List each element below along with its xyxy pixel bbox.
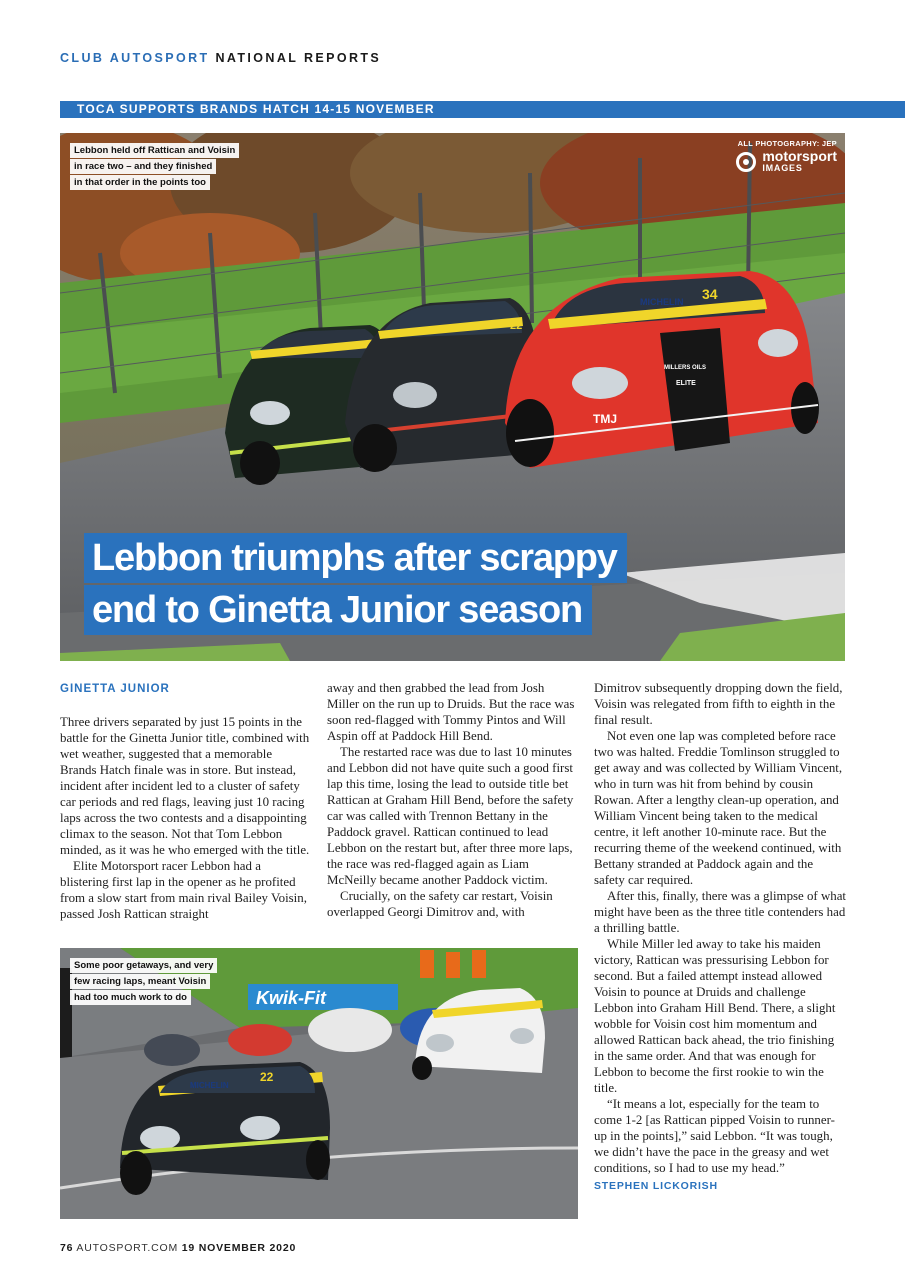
paragraph: Elite Motorsport racer Lebbon had a blistering first lap in the opener as he profited from a slow start from main rival Bailey Voisin, passed Josh Rattican straight [60,859,307,921]
hero-photo [60,133,845,661]
hero-livery-tmj: TMJ [593,412,617,426]
second-sponsor-label: MICHELIN [190,1081,229,1090]
page-folio [60,1242,296,1254]
hero-caption-line: in that order in the points too [70,175,210,190]
second-car-number: 22 [260,1070,274,1084]
paragraph: Dimitrov subsequently dropping down the field, Voisin was relegated from fifth to eighth in the final result. [594,681,843,727]
paragraph: After this, finally, there was a glimpse of what might have been as the three title contenders had a thrilling battle. [594,889,847,935]
brand-label: CLUB AUTOSPORT [60,51,210,65]
paragraph: away and then grabbed the lead from Josh Miller on the run up to Druids. But the race was soon red-flagged with Tommy Pintos and Will Aspin off at Paddock Hill Bend. [327,681,575,743]
headline-line-2: end to Ginetta Junior season [84,585,592,635]
byline: STEPHEN LICKORISH [594,1180,718,1192]
logo-main-text: motorsport [762,148,837,164]
second-photo [60,948,578,1219]
article-column-2 [327,680,577,920]
page-number: 76 [60,1242,74,1254]
hero-caption-line: in race two – and they finished [70,159,216,174]
folio-site: AUTOSPORT.COM [76,1242,179,1254]
photo-credit [736,139,837,174]
headline-line-1: Lebbon triumphs after scrappy [84,533,627,583]
paragraph: While Miller led away to take his maiden victory, Rattican was pressurising Lebbon for second. But a failed attempt instead allowed Voisin to pounce at Druids and challenge Lebbon into Graham Hill Bend. There, a slight wobble for Voisin cost him momentum and allowed Rattican back ahead, the trio finishing in the same order. And that was enough for Lebbon to become the first rookie to win the title. [594,937,836,1095]
article-column-3 [594,680,846,1194]
hero-caption [70,143,239,191]
motorsport-images-logo [736,150,837,174]
hero-sponsor-label: MICHELIN [640,297,684,307]
second-caption-line: Some poor getaways, and very [70,958,217,973]
event-label: TOCA SUPPORTS BRANDS HATCH 14-15 NOVEMBER [77,102,435,116]
hero-car-number-34: 34 [702,286,718,302]
hero-car-number-22: 22 [510,320,523,332]
second-caption-line: had too much work to do [70,990,191,1005]
section-label: NATIONAL REPORTS [215,51,382,65]
photo-credit-text: ALL PHOTOGRAPHY: JEP [737,139,837,148]
second-caption [70,958,217,1006]
event-bar [60,101,905,118]
kwikfit-banner-text: Kwik-Fit [256,988,326,1008]
paragraph: Three drivers separated by just 15 points in the battle for the Ginetta Junior title, combined with wet weather, suggested that a memorable Brands Hatch finale was in store. But instead, incident after incident led to a cluster of safety car periods and red flags, leaving just 10 racing laps across the two contests and a disappointing climax to the season. Not that Tom Lebbon minded, as it was he who emerged with the title. [60,715,310,857]
hero-caption-line: Lebbon held off Rattican and Voisin [70,143,239,158]
article-column-1 [60,680,310,922]
section-header [60,51,381,65]
paragraph: Not even one lap was completed before race two was halted. Freddie Tomlinson struggled to get away and was collected by William Vincent, who in turn was hit from behind by cousin Rowan. After a lengthy clean-up operation, and William Vincent being taken to the medical centre, it left another 10-minute race. But the recurring theme of the weekend continued, with Bettany stranded at Paddock again and the safety car required. [594,729,843,887]
logo-sub-text: IMAGES [762,163,803,173]
motorsport-logo-icon [736,152,756,172]
paragraph: “It means a lot, especially for the team to come 1-2 [as Rattican pipped Voisin to runner-up in the points],” said Lebbon. “It was tough, we didn’t have the pace in the greasy and wet conditions, so I had to use my head.” [594,1097,835,1175]
paragraph: The restarted race was due to last 10 minutes and Lebbon did not have quite such a good first lap this time, losing the lead to outside title bet Rattican at Graham Hill Bend, before the safety car was called with Trennon Bettany in the Paddock gravel. Rattican continued to lead Lebbon on the restart but, after three more laps, the race was red-flagged again as Liam McNeilly became another Paddock victim. [327,745,574,887]
headline [84,533,627,637]
second-caption-line: few racing laps, meant Voisin [70,974,210,989]
hero-livery-millers: MILLERS OILS [664,365,706,371]
folio-date: 19 NOVEMBER 2020 [181,1242,297,1254]
paragraph: Crucially, on the safety car restart, Voisin overlapped Georgi Dimitrov and, with [327,889,553,919]
article-kicker: GINETTA JUNIOR [60,683,170,695]
hero-livery-elite: ELITE [676,380,696,387]
